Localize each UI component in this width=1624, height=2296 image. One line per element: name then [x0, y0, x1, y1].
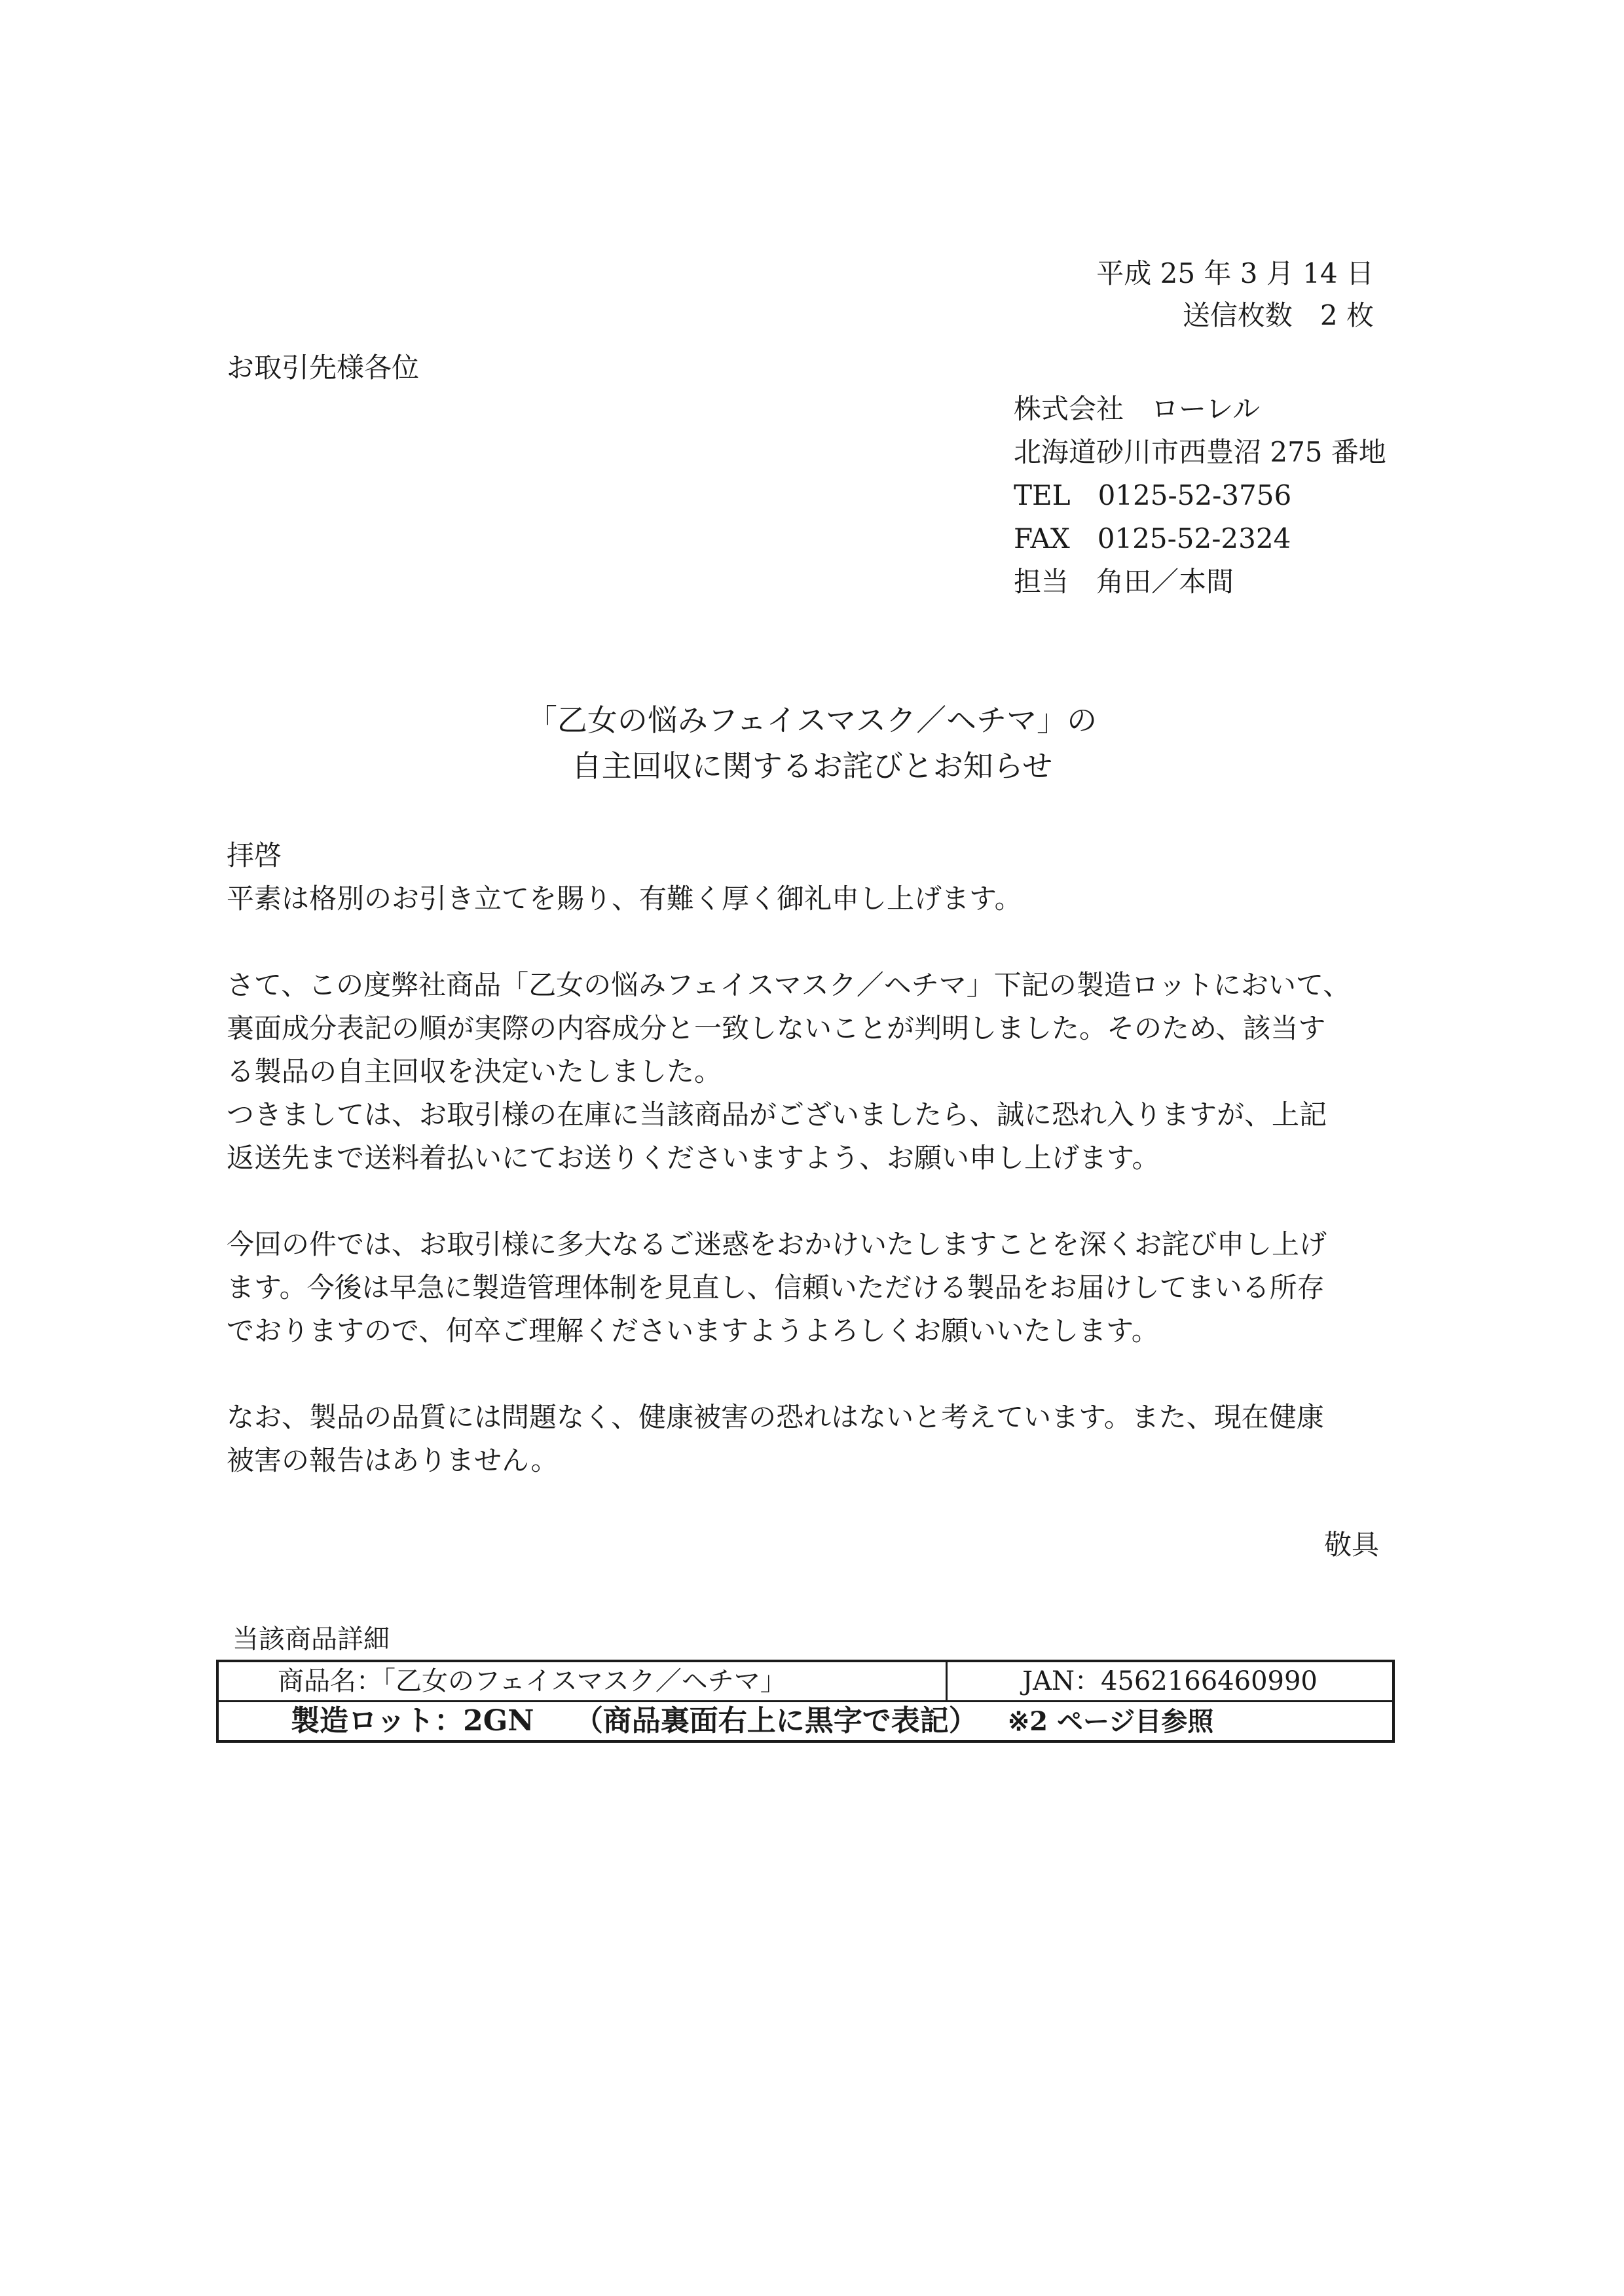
product-details-table [216, 1660, 1395, 1743]
paragraph-safety-line: なお、製品の品質には問題なく、健康被害の恐れはないと考えています。また、現在健康 [227, 1401, 1324, 1433]
paragraph-apology-line: でおりますので、何卒ご理解くださいますようよろしくお願いいたします。 [227, 1315, 1159, 1347]
paragraph-recall-line: 裏面成分表記の順が実際の内容成分と一致しないことが判明しました。そのため、該当す [227, 1012, 1326, 1044]
paragraph-greeting: 平素は格別のお引き立てを賜り、有難く厚く御礼申し上げます。 [227, 883, 1022, 915]
sender-contact: 担当 角田／本間 [1014, 566, 1234, 598]
lot-number: 製造ロット：2GN [291, 1704, 534, 1738]
paragraph-recall-line: る製品の自主回収を決定いたしました。 [227, 1055, 722, 1087]
paragraph-recall-line: つきましては、お取引様の在庫に当該商品がございましたら、誠に恐れ入りますが、上記 [227, 1099, 1327, 1131]
sender-address: 北海道砂川市西豊沼 275 番地 [1014, 436, 1386, 468]
notice-title-line1: 「乙女の悩みフェイスマスク／ヘチマ」の [526, 702, 1098, 738]
product-details-label: 当該商品詳細 [232, 1624, 390, 1654]
sender-fax: FAX 0125-52-2324 [1014, 522, 1291, 555]
blank-line [227, 920, 1379, 964]
letter-date: 平成 25 年 3 月 14 日 [1096, 257, 1374, 289]
sheet-count: 送信枚数 2 枚 [1182, 299, 1374, 331]
paragraph-safety-line: 被害の報告はありません。 [227, 1444, 559, 1476]
table-row [217, 1702, 1393, 1742]
lot-location-note: （商品裏面右上に黒字で表記） [574, 1704, 978, 1738]
product-name-cell: 商品名：「乙女のフェイスマスク／ヘチマ」 [217, 1661, 947, 1702]
paragraph-recall-line: さて、この度弊社商品「乙女の悩みフェイスマスク／ヘチマ」下記の製造ロットにおいて、 [227, 969, 1351, 1001]
sender-block [1014, 388, 1386, 604]
jan-code-cell: JAN：4562166460990 [947, 1661, 1394, 1702]
paragraph-apology-line: ます。今後は早急に製造管理体制を見直し、信頼いただける製品をお届けしてまいる所存 [227, 1271, 1325, 1303]
paragraph-apology-line: 今回の件では、お取引様に多大なるご迷惑をおかけいたしますことを深くお詫び申し上げ [227, 1228, 1327, 1260]
paragraph-recall-line: 返送先まで送料着払いにてお送りくださいますよう、お願い申し上げます。 [227, 1142, 1160, 1174]
blank-line [227, 1353, 1379, 1396]
lot-cell [217, 1702, 1393, 1742]
blank-line [227, 1180, 1379, 1223]
page-reference-note: ※2 ページ目参照 [1007, 1705, 1214, 1737]
closing-word: 敬具 [1323, 1529, 1379, 1561]
addressee: お取引先様各位 [227, 352, 420, 384]
salutation: 拝啓 [227, 839, 282, 871]
notice-title-line2: 自主回収に関するお詫びとお知らせ [571, 748, 1053, 784]
sender-tel: TEL 0125-52-3756 [1014, 479, 1292, 511]
table-row [217, 1661, 1393, 1702]
sender-company: 株式会社 ローレル [1014, 393, 1261, 425]
letter-body [227, 834, 1379, 1482]
